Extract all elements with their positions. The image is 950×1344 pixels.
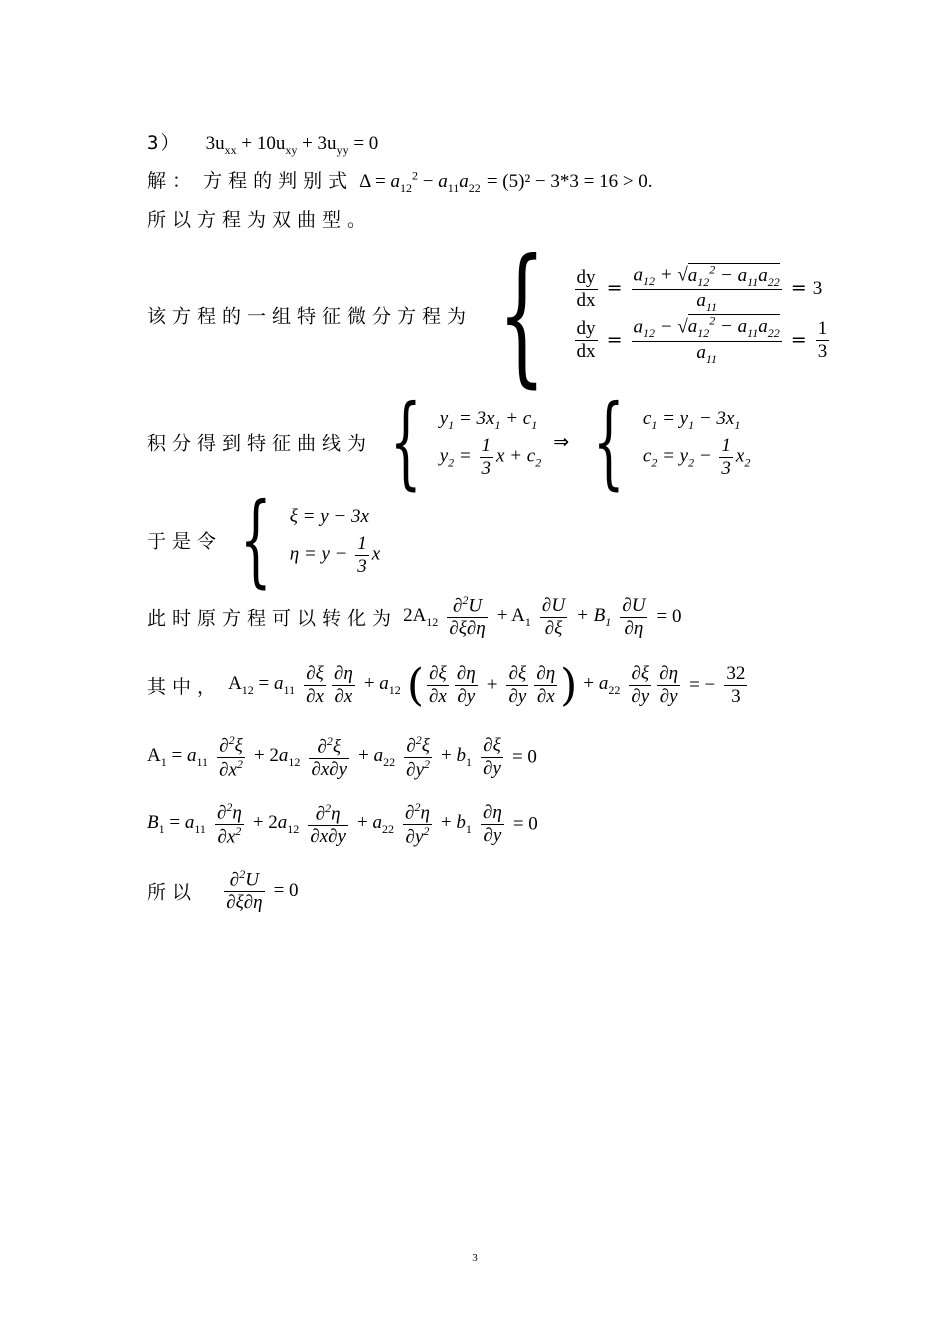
char-eq-result-2-den: 3	[817, 341, 828, 363]
char-curve-system-2: $c_1 = y_1 - 3x_1$ $c_2 = y_2$ − $\frac{1}{3}$ $x_2$	[642, 408, 751, 479]
hyperbolic-line: 所以方程为双曲型。	[147, 209, 373, 231]
transform-text: 此时原方程可以转化为	[147, 607, 398, 630]
where-text: 其中，	[147, 676, 223, 698]
a12-result-den: 3	[731, 686, 741, 707]
page-number: 3	[472, 1252, 478, 1264]
problem-equation-line	[147, 128, 378, 158]
char-curve-block	[147, 383, 751, 500]
substitution-text: 于是令	[147, 530, 223, 553]
implies-icon: ⇒	[553, 431, 570, 453]
final-rhs: = 0	[273, 880, 299, 902]
left-brace-icon: {	[389, 383, 422, 500]
left-brace-icon: {	[593, 383, 625, 500]
a1-line: $A_1 = a_{11}$ $\frac{\partial^2\xi}{\partial x^2}$ + $2a_{12}$ $\frac{\partial^2\xi}{\partial x\partial y}$ + $a_{22}$ $\frac{\partial^2\xi}{\partial y^2}$ + $b_1$ $\frac{\partial\xi}{\partial y}$ = 0	[147, 733, 537, 781]
b1-line: $B_1 = a_{11}$ $\frac{\partial^2\eta}{\partial x^2}$ + $2a_{12}$ $\frac{\partial^2\eta}{\partial x\partial y}$ + $a_{22}$ $\frac{\partial^2\eta}{\partial y^2}$ + $b_1$ $\frac{\partial\eta}{\partial y}$ = 0	[147, 800, 538, 848]
char-curve-text: 积分得到特征曲线为	[147, 432, 373, 455]
char-curve-system-1: $y_1 = 3x_1 + c_1$ $y_2$ = $\frac{1}{3}$ $x + c_2$	[439, 408, 542, 479]
discriminant-text: 方程的判别式	[203, 170, 354, 192]
problem-equation: $3u_{xx} + 10u_{xy} + 3u_{yy} = 0$	[205, 133, 379, 157]
char-eq-result-1: 3	[812, 278, 823, 300]
therefore-text: 所以	[147, 881, 198, 904]
discriminant-result: = (5)² − 3*3 = 16 > 0.	[486, 171, 653, 192]
char-eq-system: $\frac{dy}{dx}$ = $\frac{a_{12} + √a_{12}^2 - a_{11}a_{22}}{a_{11}}$ = 3 $\frac{dy}{dx}$ = $\frac{a_{12} - √a_{12}^2 - a_{11}a_{22}}{a_{11}}$ = $\frac{1}{3}$	[576, 262, 828, 366]
substitution-system: ξ = y − 3x η = y − $\frac{1}{3}$ x	[289, 506, 381, 577]
problem-label: 3）	[147, 132, 182, 154]
solution-label: 解：	[147, 170, 198, 192]
a12-line: 其中， $A_{12} = a_{11}$ $\frac{\partial\xi}{\partial x}$ $\frac{\partial\eta}{\partial x}$ + $a_{12}$ ( $\frac{\partial\xi}{\partial x}$ $\frac{\partial\eta}{\partial y}$ + $\frac{\partial\xi}{\partial y}$ $\frac{\partial\eta}{\partial x}$ ) + $a_{22}$ $\frac{\partial\xi}{\partial y}$ $\frac{\partial\eta}{\partial y}$ = − $\frac{32}{3}$	[147, 660, 746, 711]
a12-result-num: 32	[726, 663, 746, 685]
left-brace-icon: {	[239, 481, 272, 598]
transform-rhs: = 0	[656, 606, 682, 628]
char-eq-text: 该方程的一组特征微分方程为	[147, 305, 473, 328]
final-line: 所以 $\frac{\partial^2U}{\partial\xi\partial\eta}$ = 0	[147, 867, 299, 914]
left-brace-icon: {	[497, 228, 546, 402]
b1-result: = 0	[512, 813, 538, 835]
substitution-block	[147, 481, 381, 598]
char-eq-block	[147, 228, 832, 402]
discriminant-line: 解： 方程的判别式 $\Delta = a_{12}^2 - a_{11}a_{22} = (5)^2 - 3*3 = 16 > 0$.	[147, 168, 653, 195]
char-eq-result-2-num: 1	[817, 318, 828, 340]
transform-line: 此时原方程可以转化为 $2A_{12}$ $\frac{\partial^2U}{\partial\xi\partial\eta}$ + $A_1$ $\frac{\partial U}{\partial\xi}$ + $B_1$ $\frac{\partial U}{\partial\eta}$ = 0	[147, 593, 682, 640]
a1-result: = 0	[511, 746, 537, 768]
